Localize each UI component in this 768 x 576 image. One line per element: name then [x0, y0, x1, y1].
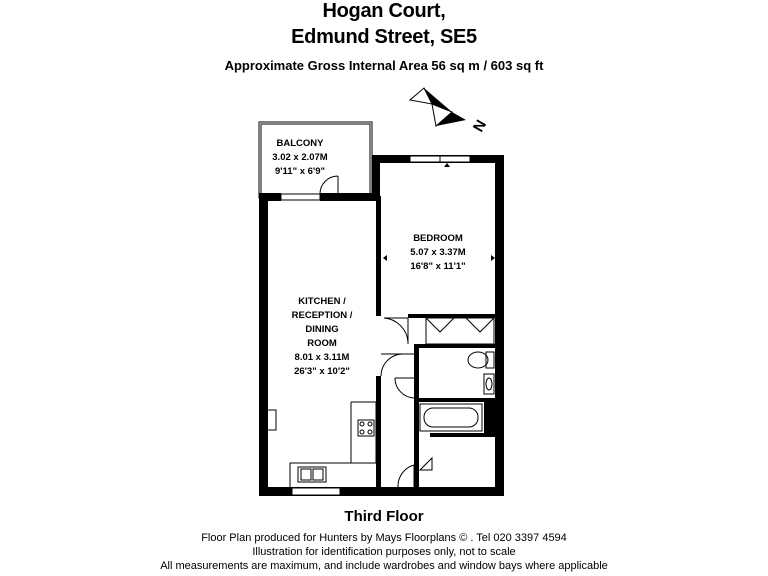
toilet-icon	[468, 352, 494, 368]
property-title-line1: Hogan Court,	[322, 0, 446, 22]
kitchen-name-line2: RECEPTION /	[291, 310, 353, 321]
bath-icon	[420, 402, 498, 433]
balcony-imperial: 9'11" x 6'9"	[275, 166, 325, 177]
property-title-line2: Edmund Street, SE5	[291, 26, 477, 48]
balcony-label	[272, 138, 328, 177]
bedroom-name: BEDROOM	[413, 233, 463, 244]
kitchen-name-line1: KITCHEN /	[298, 296, 346, 307]
footer-measurement-note: All measurements are maximum, and include wardrobes and window bays where applicable	[160, 560, 608, 572]
exterior-walls	[259, 155, 504, 496]
balcony-name: BALCONY	[276, 138, 324, 149]
wardrobe	[426, 318, 494, 344]
compass-letter: N	[469, 117, 491, 135]
kitchen-cupboard	[268, 410, 276, 430]
bathroom-door	[395, 378, 414, 398]
bedroom-label	[410, 233, 466, 272]
kitchen-imperial: 26'3" x 10'2"	[294, 366, 350, 377]
gross-internal-area: Approximate Gross Internal Area 56 sq m / 603 sq ft	[224, 58, 544, 73]
floor-label: Third Floor	[344, 508, 424, 525]
basin-icon	[484, 374, 494, 394]
bedroom-door	[384, 318, 408, 344]
kitchen-label	[292, 296, 353, 377]
kitchen-units	[290, 402, 376, 487]
kitchen-name-line4: ROOM	[307, 338, 337, 349]
kitchen-door	[381, 354, 414, 376]
balcony-door	[320, 176, 338, 194]
footer-credit: Floor Plan produced for Hunters by Mays Floorplans © . Tel 020 3397 4594	[201, 532, 567, 544]
footer-disclaimer: Illustration for identification purposes only, not to scale	[252, 546, 516, 558]
bedroom-imperial: 16'8" x 11'1"	[410, 261, 466, 272]
north-arrow-icon	[410, 88, 490, 135]
bedroom-metric: 5.07 x 3.37M	[410, 247, 466, 258]
kitchen-name-line3: DINING	[305, 324, 339, 335]
kitchen-metric: 8.01 x 3.11M	[294, 352, 350, 363]
balcony-metric: 3.02 x 2.07M	[272, 152, 328, 163]
